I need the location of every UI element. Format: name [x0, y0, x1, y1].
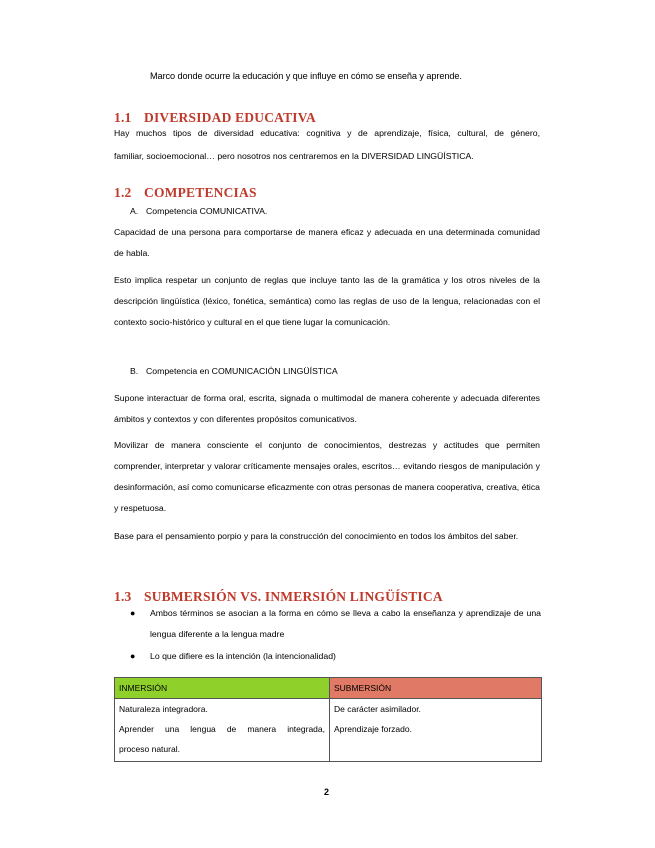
bullet-item: Lo que difiere es la intención (la intencionalidad) [150, 651, 336, 661]
paragraph: Movilizar de manera consciente el conjunto de conocimientos, destrezas y actitudes que permiten comprender, interpretar y valorar críticamente mensajes orales, escritos… evitando riesgos de manipulación y desinformación, así como comunicarse eficazmente con otras personas de manera cooperativa, creativa, ética y respetuosa. [114, 440, 540, 513]
section-title: DIVERSIDAD EDUCATIVA [144, 110, 316, 125]
comparison-table [114, 677, 542, 762]
section-title: COMPETENCIAS [144, 185, 257, 200]
list-item-label: Competencia COMUNICATIVA. [146, 206, 268, 216]
table-row [115, 699, 542, 762]
bullet-icon: ● [130, 651, 136, 661]
paragraph: Base para el pensamiento porpio y para la construcción del conocimiento en todos los ámbitos del saber. [114, 531, 519, 541]
cell-line: Aprendizaje forzado. [334, 724, 412, 734]
header-inmersion: INMERSIÓN [115, 678, 330, 699]
list-item-b [130, 366, 338, 376]
section-number: 1.1 [114, 110, 132, 125]
bullet-item: Ambos términos se asocian a la forma en cómo se lleva a cabo la enseñanza y aprendizaje de una lengua diferente a la lengua madre [150, 608, 541, 639]
page-number: 2 [324, 787, 330, 797]
section-number: 1.3 [114, 589, 132, 604]
list-marker: B. [130, 366, 139, 376]
list-item-a [130, 206, 267, 216]
cell-line: proceso natural. [119, 744, 180, 754]
paragraph: Esto implica respetar un conjunto de reglas que incluye tanto las de la gramática y los otros niveles de la descripción lingüística (léxico, fonética, semántica) como las reglas de uso de la lengua, relacionadas con el contexto socio-histórico y cultural en el que tiene lugar la comunicación. [114, 275, 540, 327]
list-item-label: Competencia en COMUNICACIÓN LINGÜÍSTICA [146, 366, 338, 376]
paragraph: Capacidad de una persona para comportarse de manera eficaz y adecuada en una determinada comunidad de habla. [114, 227, 540, 258]
header-submersion: SUBMERSIÓN [330, 678, 542, 699]
section-heading-competencias [114, 185, 257, 201]
cell-line: Naturaleza integradora. [119, 704, 208, 714]
paragraph-line: familiar, socioemocional… pero nosotros nos centraremos en la DIVERSIDAD LINGÜÍSTICA. [114, 151, 474, 161]
cell-inmersion [115, 699, 330, 762]
section-title: SUBMERSIÓN VS. INMERSIÓN LINGÜÍSTICA [144, 589, 443, 604]
cell-submersion [330, 699, 542, 762]
list-marker: A. [130, 206, 139, 216]
table-header-row [115, 678, 542, 699]
section-number: 1.2 [114, 185, 132, 200]
intro-line: Marco donde ocurre la educación y que influye en cómo se enseña y aprende. [150, 71, 462, 81]
cell-line: Aprender una lengua de manera integrada, [119, 724, 325, 734]
paragraph-line: Hay muchos tipos de diversidad educativa: cognitiva y de aprendizaje, física, cultural, de género, [114, 128, 540, 138]
paragraph: Supone interactuar de forma oral, escrita, signada o multimodal de manera coherente y adecuada diferentes ámbitos y contextos y con diferentes propósitos comunicativos. [114, 393, 540, 424]
bullet-icon: ● [130, 608, 136, 618]
cell-line: De carácter asimilador. [334, 704, 421, 714]
